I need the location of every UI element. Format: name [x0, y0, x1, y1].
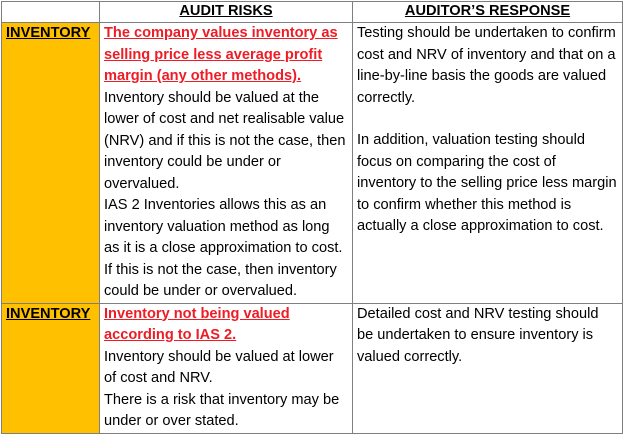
risk-paragraph: IAS 2 Inventories allows this as an inventory valuation method as long as it is a close approximation to cost. If this is not the case, then inventory could be under or overvalued. [104, 197, 343, 299]
risk-paragraph: Inventory should be valued at lower of cost and NRV. [104, 348, 334, 386]
table-header-row [2, 2, 623, 23]
risk-title: Inventory not being valued according to IAS 2. [104, 305, 290, 343]
area-label: INVENTORY [2, 23, 100, 304]
response-paragraph: In addition, valuation testing should focus on comparing the cost of inventory to the selling price less margin to confirm whether this method is actually a close approximation to cost. [357, 132, 617, 234]
header-auditor-response: AUDITOR’S RESPONSE [353, 2, 623, 23]
auditor-response-cell [353, 303, 623, 433]
response-paragraph: Testing should be undertaken to confirm cost and NRV of inventory and that on a line-by-line basis the goods are valued correctly. [357, 25, 616, 106]
risk-paragraph: Inventory should be valued at the lower of cost and net realisable value (NRV) and if this is not the case, then inventory could be under or overvalued. [104, 89, 346, 192]
header-area-cell [2, 2, 100, 23]
audit-risks-table [1, 1, 623, 434]
header-audit-risks: AUDIT RISKS [100, 2, 353, 23]
area-label: INVENTORY [2, 303, 100, 433]
risk-title: The company values inventory as selling price less average profit margin (any other methods). [104, 25, 338, 84]
auditor-response-cell [353, 23, 623, 304]
table-row [2, 23, 623, 304]
audit-risk-cell [100, 23, 353, 304]
response-paragraph: Detailed cost and NRV testing should be undertaken to ensure inventory is valued correctly. [357, 305, 599, 365]
table-row [2, 303, 623, 433]
paragraph-spacer [357, 109, 618, 130]
risk-paragraph: There is a risk that inventory may be under or over stated. [104, 391, 340, 429]
audit-risk-cell [100, 303, 353, 433]
